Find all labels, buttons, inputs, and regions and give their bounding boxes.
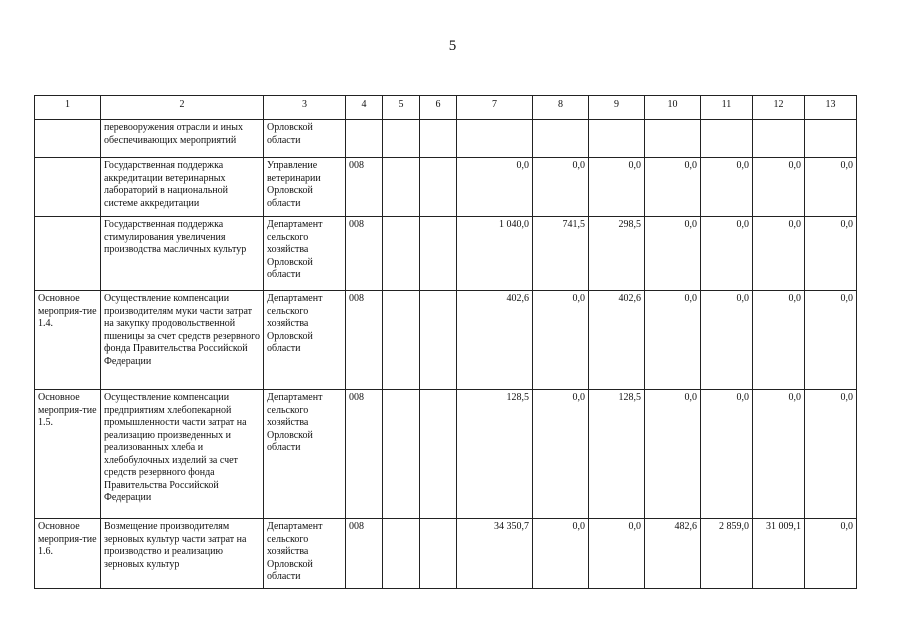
value-cell: 0,0 [753, 390, 805, 519]
value-cell: 1 040,0 [457, 217, 533, 291]
value-cell: 0,0 [805, 519, 857, 589]
table-row [35, 120, 857, 158]
value-cell: 0,0 [701, 158, 753, 217]
header-cell: 13 [805, 96, 857, 120]
value-cell: 0,0 [805, 217, 857, 291]
measure-name-cell: Государственная поддержка стимулирования увеличения производства масличных культур [101, 217, 264, 291]
executor-cell: Департамент сельского хозяйства Орловской области [264, 390, 346, 519]
table-cell [420, 217, 457, 291]
header-cell: 6 [420, 96, 457, 120]
header-cell: 9 [589, 96, 645, 120]
measure-name-cell: перевооружения отрасли и иных обеспечивающих мероприятий [101, 120, 264, 158]
table-row [35, 519, 857, 589]
value-cell: 128,5 [457, 390, 533, 519]
value-cell: 0,0 [533, 519, 589, 589]
value-cell: 402,6 [457, 291, 533, 390]
header-cell: 1 [35, 96, 101, 120]
measure-name-cell: Возмещение производителям зерновых культур части затрат на производство и реализацию зерновых культур [101, 519, 264, 589]
value-cell: 0,0 [645, 390, 701, 519]
measure-cell [35, 158, 101, 217]
measure-cell: Основное мероприя-тие 1.5. [35, 390, 101, 519]
table-row [35, 291, 857, 390]
value-cell: 0,0 [589, 158, 645, 217]
value-cell: 0,0 [533, 390, 589, 519]
measure-cell: Основное мероприя-тие 1.4. [35, 291, 101, 390]
value-cell: 0,0 [701, 291, 753, 390]
value-cell: 298,5 [589, 217, 645, 291]
table-cell [420, 158, 457, 217]
value-cell: 0,0 [645, 158, 701, 217]
measure-cell [35, 120, 101, 158]
measure-name-cell: Осуществление компенсации производителям муки части затрат на закупку продовольственной пшеницы за счет средств резервного фонда Правительства Российской Федерации [101, 291, 264, 390]
code-cell: 008 [346, 519, 383, 589]
header-cell: 4 [346, 96, 383, 120]
value-cell: 0,0 [701, 390, 753, 519]
header-cell: 7 [457, 96, 533, 120]
measure-cell [35, 217, 101, 291]
table-row [35, 158, 857, 217]
table-cell [383, 390, 420, 519]
header-cell: 10 [645, 96, 701, 120]
code-cell: 008 [346, 390, 383, 519]
value-cell: 0,0 [805, 158, 857, 217]
code-cell: 008 [346, 158, 383, 217]
page-number: 5 [448, 38, 457, 54]
value-cell [645, 120, 701, 158]
header-cell: 12 [753, 96, 805, 120]
table-row [35, 217, 857, 291]
value-cell: 0,0 [753, 291, 805, 390]
value-cell [805, 120, 857, 158]
value-cell [701, 120, 753, 158]
value-cell: 0,0 [701, 217, 753, 291]
header-cell: 2 [101, 96, 264, 120]
table-cell [420, 519, 457, 589]
value-cell: 741,5 [533, 217, 589, 291]
value-cell: 482,6 [645, 519, 701, 589]
header-cell: 8 [533, 96, 589, 120]
value-cell: 0,0 [805, 291, 857, 390]
value-cell [457, 120, 533, 158]
executor-cell: Орловской области [264, 120, 346, 158]
table-cell [420, 291, 457, 390]
code-cell: 008 [346, 217, 383, 291]
table-row [35, 390, 857, 519]
header-cell: 3 [264, 96, 346, 120]
table-cell [420, 120, 457, 158]
value-cell: 34 350,7 [457, 519, 533, 589]
value-cell [533, 120, 589, 158]
measure-name-cell: Осуществление компенсации предприятиям хлебопекарной промышленности части затрат на реализацию произведенных и реализованных хлеба и хлебобулочных изделий за счет средств резервного фонда Правительства Российской Федерации [101, 390, 264, 519]
table-cell [420, 390, 457, 519]
value-cell: 0,0 [753, 158, 805, 217]
value-cell: 31 009,1 [753, 519, 805, 589]
table-cell [383, 291, 420, 390]
value-cell: 0,0 [645, 291, 701, 390]
value-cell: 2 859,0 [701, 519, 753, 589]
measure-name-cell: Государственная поддержка аккредитации ветеринарных лабораторий в национальной системе аккредитации [101, 158, 264, 217]
value-cell [753, 120, 805, 158]
header-row [35, 96, 857, 120]
value-cell: 402,6 [589, 291, 645, 390]
executor-cell: Департамент сельского хозяйства Орловской области [264, 519, 346, 589]
executor-cell: Департамент сельского хозяйства Орловской области [264, 291, 346, 390]
value-cell: 0,0 [533, 291, 589, 390]
table-cell [383, 120, 420, 158]
table-cell [383, 519, 420, 589]
code-cell [346, 120, 383, 158]
budget-table [34, 95, 857, 589]
value-cell [589, 120, 645, 158]
value-cell: 0,0 [753, 217, 805, 291]
value-cell: 0,0 [457, 158, 533, 217]
value-cell: 0,0 [589, 519, 645, 589]
code-cell: 008 [346, 291, 383, 390]
value-cell: 0,0 [533, 158, 589, 217]
executor-cell: Департамент сельского хозяйства Орловской области [264, 217, 346, 291]
value-cell: 0,0 [645, 217, 701, 291]
measure-cell: Основное мероприя-тие 1.6. [35, 519, 101, 589]
executor-cell: Управление ветеринарии Орловской области [264, 158, 346, 217]
table-cell [383, 158, 420, 217]
header-cell: 5 [383, 96, 420, 120]
table-cell [383, 217, 420, 291]
value-cell: 128,5 [589, 390, 645, 519]
header-cell: 11 [701, 96, 753, 120]
value-cell: 0,0 [805, 390, 857, 519]
